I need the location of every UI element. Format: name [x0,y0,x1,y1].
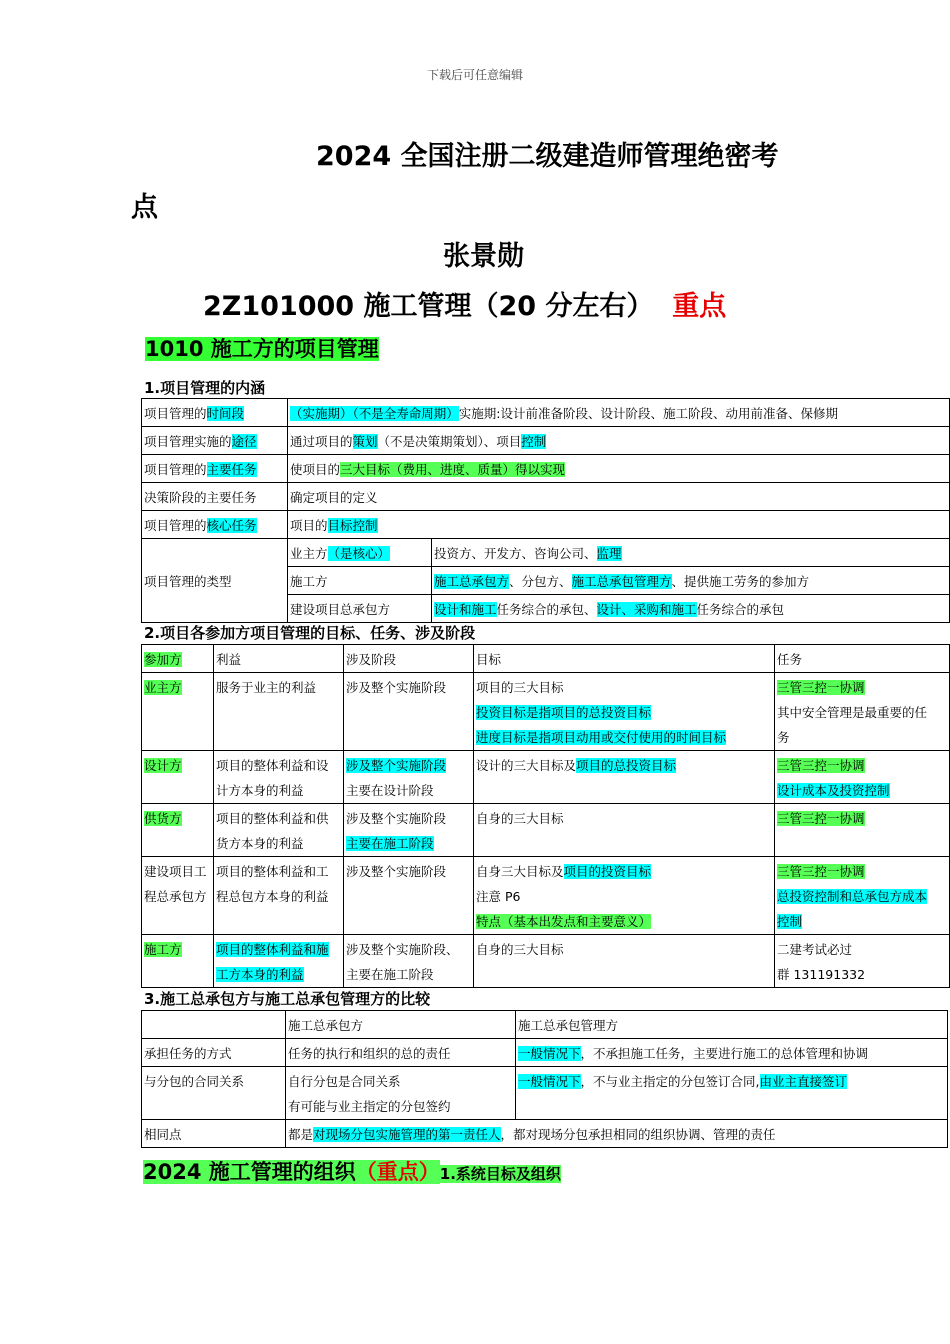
s2-header-cell: 任务 [775,645,950,673]
cell-line [216,962,342,987]
chapter-title [203,284,726,323]
task-highlight: 三管三控一协调 [777,758,865,773]
label-text: 项目管理的 [144,462,207,477]
desc-highlight: 监理 [596,546,622,561]
s3-heading: 3.施工总承包方与施工总承包管理方的比较 [144,990,431,1008]
party-text: 施工方 [144,942,182,957]
cell-line [346,753,472,778]
s1-content [288,511,950,539]
s3-cell-b [516,1067,948,1120]
cell-line: 其中安全管理是最重要的任 [777,705,928,720]
stage-cell [344,673,474,751]
goal-text: 自身三大目标及 [476,864,564,879]
content-highlight: 目标控制 [327,518,378,533]
s1-type-label: 项目管理的类型 [142,539,288,623]
party-highlight: （是核心） [327,546,391,561]
party-cell [142,857,214,935]
cell-line: 自身的三大目标 [476,811,564,826]
desc-text: 投资方、开发方、咨询公司、 [434,546,597,561]
s1-table [141,398,950,623]
task-highlight: 三管三控一协调 [777,811,865,826]
table-row [142,804,950,857]
task-highlight: 三管三控一协调 [777,864,865,879]
cell-line [777,675,948,700]
cell-line [777,806,948,831]
cell-line: 程总承包方 [144,889,207,904]
section-1010-text: 1010 施工方的项目管理 [145,337,379,361]
s1-label [142,511,288,539]
s2-header-cell: 涉及阶段 [344,645,474,673]
table-row [142,483,950,511]
table-row [142,751,950,804]
label-text: 项目管理的 [144,406,207,421]
goal-highlight: 投资目标是指项目的总投资目标 [476,705,652,720]
table-header-row [142,1011,948,1039]
content-text: （不是决策期策划）、项目 [377,434,522,449]
cell-line: 建设项目工 [144,864,207,879]
cell-line [777,859,948,884]
cell-line [777,884,948,909]
cell-text: ，不与业主指定的分包签订合同, [580,1074,760,1089]
cell-text: ，都对现场分包承担相同的组织协调、管理的责任 [500,1127,776,1142]
party-cell [142,935,214,988]
footer-title-text: 2024 施工管理的组织 [143,1160,356,1184]
author-name: 张景勋 [443,241,524,272]
doc-title-line2: 点 [131,192,158,223]
s1-content [288,427,950,455]
s1-heading: 1.项目管理的内涵 [144,379,266,397]
goal-cell [474,857,775,935]
content-highlight: 三大目标（费用、进度、质量）得以实现 [340,462,566,477]
desc-text: 任务综合的承包、 [496,602,597,617]
task-highlight: 设计成本及投资控制 [777,783,890,798]
cell-line [777,909,948,934]
s3-table [141,1010,948,1148]
stage-highlight: 主要在施工阶段 [346,836,434,851]
table-row [142,1120,948,1148]
stage-highlight: 涉及整个实施阶段 [346,758,447,773]
goal-cell [474,751,775,804]
s2-table [141,644,950,988]
footer-title-tag: （重点） [355,1160,440,1184]
s3-cell-a [286,1067,516,1120]
cell-highlight: 由业主直接签订 [759,1074,848,1089]
s3-same-cell [286,1120,948,1148]
section-2024-heading [143,1158,561,1188]
cell-line: 二建考试必过 [777,942,853,957]
cell-line: 项目的整体利益和工 [216,864,329,879]
desc-highlight: 设计、采购和施工 [596,602,697,617]
section-2024-title [143,1160,440,1184]
desc-highlight: 设计和施工 [434,602,497,617]
cell-line [476,753,773,778]
desc-highlight: 施工总承包管理方 [571,574,672,589]
goal-highlight: 特点（基本出发点和主要意义） [476,914,652,929]
s1-type-party: 建设项目总承包方 [288,595,432,623]
cell-line: 项目的三大目标 [476,680,564,695]
s3-label: 与分包的合同关系 [142,1067,286,1120]
s1-type-desc [432,567,950,595]
goal-cell [474,935,775,988]
stage-cell [344,751,474,804]
table-row [142,857,950,935]
goal-cell [474,673,775,751]
s2-header-cell [142,645,214,673]
table-row [142,455,950,483]
table-row [142,399,950,427]
s1-content: 确定项目的定义 [288,483,950,511]
task-highlight: 控制 [777,914,803,929]
label-highlight: 核心任务 [206,518,257,533]
s2-header-cell: 目标 [474,645,775,673]
table-row [142,1039,948,1067]
cell-line: 货方本身的利益 [216,836,304,851]
interest-cell [214,857,344,935]
content-text: 项目的 [290,518,328,533]
section-1010-heading [143,335,381,364]
desc-text: 、提供施工劳务的参加方 [671,574,810,589]
table-row [142,673,950,751]
table-row [142,539,950,567]
s3-header-cell: 施工总承包管理方 [516,1011,948,1039]
task-highlight: 三管三控一协调 [777,680,865,695]
goal-cell [474,804,775,857]
label-highlight: 时间段 [206,406,245,421]
cell-line: 服务于业主的利益 [216,680,317,695]
table-row [142,427,950,455]
cell-text: ，不承担施工任务，主要进行施工的总体管理和协调 [580,1046,869,1061]
s1-content [288,455,950,483]
cell-line: 主要在设计阶段 [346,783,434,798]
s3-header-cell [142,1011,286,1039]
cell-line: 涉及整个实施阶段、 [346,942,459,957]
s2-header-cell: 利益 [214,645,344,673]
s3-label: 相同点 [142,1120,286,1148]
task-cell [775,673,950,751]
cell-line: 涉及整个实施阶段 [346,811,447,826]
cell-line [476,700,773,725]
s1-content [288,399,950,427]
cell-highlight: 一般情况下 [518,1074,581,1089]
stage-cell [344,804,474,857]
label-highlight: 主要任务 [206,462,257,477]
s1-label [142,399,288,427]
content-text: 使项目的 [290,462,341,477]
cell-line [777,753,948,778]
s1-label [142,427,288,455]
label-text: 项目管理实施的 [144,434,232,449]
footer-subheading: 1.系统目标及组织 [439,1165,561,1183]
cell-line: 自身的三大目标 [476,942,564,957]
table-row [142,1067,948,1120]
cell-line: 项目的整体利益和供 [216,811,329,826]
label-text: 项目管理的 [144,518,207,533]
task-highlight: 总投资控制和总承包方成本 [777,889,928,904]
party-cell [142,804,214,857]
cell-highlight: 对现场分包实施管理的第一责任人 [313,1127,501,1142]
s1-label: 决策阶段的主要任务 [142,483,288,511]
s1-type-desc [432,595,950,623]
party-cell [142,751,214,804]
s3-label: 承担任务的方式 [142,1039,286,1067]
cell-line: 任务的执行和组织的总的责任 [288,1046,451,1061]
table-row [142,511,950,539]
desc-text: 、分包方、 [509,574,572,589]
s1-type-party [288,539,432,567]
interest-cell [214,935,344,988]
cell-line: 务 [777,730,790,745]
cell-line: 涉及整个实施阶段 [346,680,447,695]
cell-line: 项目的整体利益和设 [216,758,329,773]
table-header-row [142,645,950,673]
cell-line [476,909,773,934]
table-row [142,935,950,988]
task-cell [775,804,950,857]
party-text: 业主方 [144,680,182,695]
s3-header-cell: 施工总承包方 [286,1011,516,1039]
cell-line: 主要在施工阶段 [346,967,434,982]
goal-text: 设计的三大目标及 [476,758,577,773]
cell-highlight: 一般情况下 [518,1046,581,1061]
interest-highlight: 工方本身的利益 [216,967,304,982]
cell-line: 有可能与业主指定的分包签约 [288,1099,451,1114]
chapter-text: 2Z101000 施工管理（20 分左右） [203,291,654,322]
s3-cell-b [516,1039,948,1067]
stage-cell [344,935,474,988]
s1-type-party: 施工方 [288,567,432,595]
s2-heading: 2.项目各参加方项目管理的目标、任务、涉及阶段 [144,624,476,642]
header-note: 下载后可任意编辑 [426,68,523,82]
label-highlight: 途径 [231,434,257,449]
stage-cell [344,857,474,935]
content-highlight: 控制 [521,434,547,449]
party-text: 供货方 [144,811,182,826]
s1-type-desc [432,539,950,567]
interest-cell [214,804,344,857]
content-highlight: （实施期）（不是全寿命周期） [290,406,459,421]
interest-highlight: 项目的整体利益和施 [216,942,329,957]
interest-cell [214,673,344,751]
header-text: 参加方 [144,652,182,667]
chapter-tag: 重点 [672,291,727,322]
content-text: 实施期:设计前准备阶段、设计阶段、施工阶段、动用前准备、保修期 [458,406,838,421]
cell-line: 计方本身的利益 [216,783,304,798]
goal-highlight: 进度目标是指项目动用或交付使用的时间目标 [476,730,727,745]
desc-text: 任务综合的承包 [696,602,785,617]
task-cell [775,857,950,935]
cell-line: 注意 P6 [476,889,521,904]
cell-line [216,937,342,962]
cell-line: 自行分包是合同关系 [288,1074,401,1089]
cell-line [346,831,472,856]
cell-line [476,859,773,884]
interest-cell [214,751,344,804]
cell-line: 程总包方本身的利益 [216,889,329,904]
party-cell [142,673,214,751]
cell-line [476,725,773,750]
cell-text: 都是 [288,1127,314,1142]
s1-label [142,455,288,483]
cell-line: 涉及整个实施阶段 [346,864,447,879]
content-highlight: 策划 [352,434,378,449]
task-cell [775,751,950,804]
cell-line [777,778,948,803]
goal-highlight: 项目的投资目标 [563,864,652,879]
party-text: 设计方 [144,758,182,773]
party-text: 业主方 [290,546,328,561]
task-cell [775,935,950,988]
cell-line: 群 131191332 [777,967,866,982]
goal-highlight: 项目的总投资目标 [576,758,677,773]
desc-highlight: 施工总承包方 [434,574,510,589]
doc-title-line1: 2024 全国注册二级建造师管理绝密考 [316,141,779,172]
content-text: 通过项目的 [290,434,353,449]
s3-cell-a [286,1039,516,1067]
